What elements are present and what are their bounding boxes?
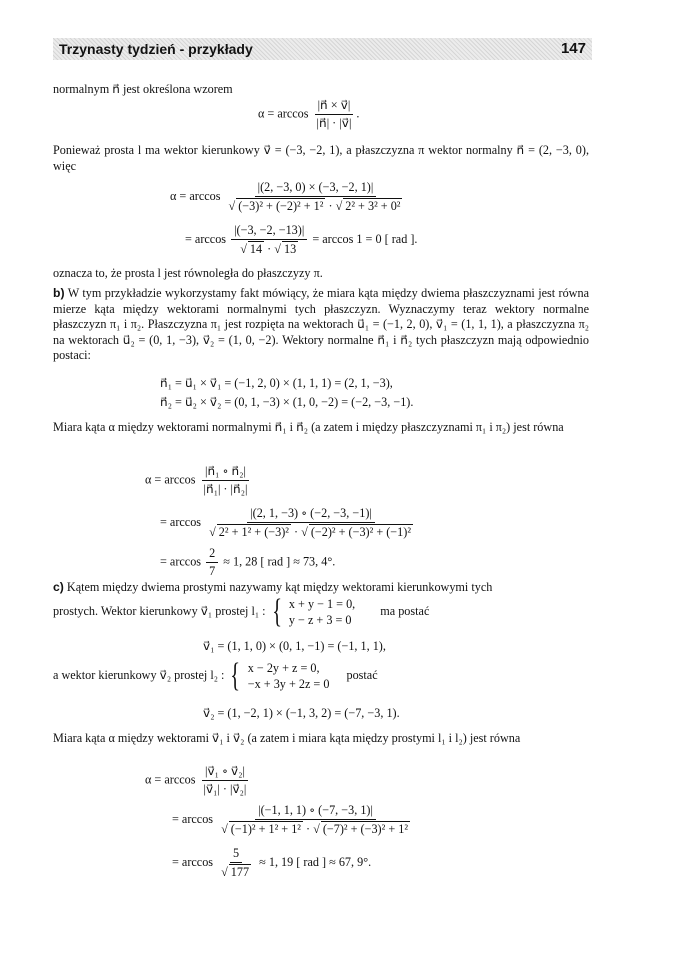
- eq-lhs: α = arccos: [170, 188, 221, 203]
- eq-lhs: α = arccos: [258, 106, 309, 121]
- fraction-numerator: 2: [206, 546, 218, 563]
- eq-lhs: = arccos: [160, 514, 202, 529]
- sqrt-radicand: 177: [230, 865, 250, 879]
- sqrt-radicand: (−3)² + (−2)² + 1²: [238, 199, 324, 213]
- fraction: [206, 506, 416, 540]
- sqrt-radicand: (−1)² + 1² + 1²: [230, 822, 301, 836]
- fraction-numerator: |(−3, −2, −13)|: [231, 223, 307, 240]
- equation-2: [170, 180, 407, 214]
- eq-lhs: α = arccos: [145, 472, 196, 487]
- equation-4: n⃗₁ = u⃗₁ × v⃗₁ = (−1, 2, 0) × (1, 1, 1) = (2, 1, −3),: [160, 376, 393, 390]
- equation-5: n⃗₂ = u⃗₂ × v⃗₂ = (0, 1, −3) × (1, 0, −2) = (−2, −3, −1).: [160, 395, 414, 409]
- equation-system: [227, 657, 330, 694]
- brace-glyph: {: [271, 593, 282, 630]
- fraction: [206, 546, 218, 579]
- sqrt-radicand: 2² + 3² + 0²: [345, 199, 401, 213]
- fraction-denominator: |n⃗| · |v⃗|: [316, 116, 352, 130]
- eq-lhs: = arccos: [160, 554, 202, 569]
- fraction-numerator: |(2, −3, 0) × (−3, −2, 1)|: [255, 180, 377, 197]
- fraction-denominator: 7: [209, 564, 216, 578]
- fraction: [226, 180, 406, 214]
- dot: ·: [267, 242, 272, 256]
- text-post: ma postać: [380, 603, 430, 618]
- eq-lhs: = arccos: [172, 811, 214, 826]
- page-header: [53, 38, 592, 60]
- line-system-1: [53, 593, 430, 630]
- sqrt-radicand: 13: [283, 242, 297, 256]
- sqrt-radicand: 2² + 1² + (−3)²: [218, 525, 289, 539]
- fraction-denominator: |n⃗₁| · |n⃗₂|: [203, 482, 248, 496]
- equation-11: [145, 764, 251, 797]
- equation-8: [160, 546, 335, 579]
- sqrt-radicand: (−2)² + (−3)² + (−1)²: [310, 525, 411, 539]
- text-pre: a wektor kierunkowy v⃗₂ prostej l₂ :: [53, 667, 225, 682]
- eq-lhs: α = arccos: [145, 772, 196, 787]
- fraction-numerator: |n⃗ × v⃗|: [315, 98, 354, 115]
- fraction-denominator: √ 177: [221, 865, 250, 879]
- paragraph: Miara kąta α między wektorami normalnymi n⃗₁ i n⃗₂ (a zatem i między płaszczyznami π₁ i π₂) jest równa: [53, 420, 564, 434]
- eq-rhs: ≈ 1, 19 [ rad ] ≈ 67, 9°.: [259, 854, 372, 869]
- system-line: y − z + 3 = 0: [288, 613, 352, 627]
- section-label: c): [53, 580, 64, 594]
- fraction-numerator: |(2, 1, −3) ∘ (−2, −3, −1)|: [247, 506, 375, 523]
- fraction-numerator: 5: [230, 846, 242, 863]
- paragraph: Ponieważ prosta l ma wektor kierunkowy v⃗ = (−3, −2, 1), a płaszczyzna π wektor normalny n⃗ = (2, −3, 0), więc: [53, 143, 589, 173]
- fraction-denominator: √ (−1)² + 1² + 1² · √ (−7)² + (−3)² + 1²: [221, 822, 408, 836]
- eq-lhs: = arccos: [172, 854, 214, 869]
- dot: ·: [328, 199, 333, 213]
- equation-3: [185, 223, 417, 257]
- equation-10: v⃗₂ = (1, −2, 1) × (−1, 3, 2) = (−7, −3, 1).: [203, 706, 400, 720]
- equation-12: [172, 803, 415, 837]
- fraction-denominator: √ 14 · √ 13: [240, 242, 297, 256]
- punct: .: [356, 106, 360, 121]
- equation-1: [258, 98, 359, 131]
- text-line: normalnym n⃗ jest określona wzorem: [53, 82, 233, 96]
- fraction: [218, 846, 254, 880]
- fraction-numerator: |v⃗₁ ∘ v⃗₂|: [202, 764, 248, 781]
- equation-13: [172, 846, 371, 880]
- sqrt-radicand: (−7)² + (−3)² + 1²: [322, 822, 408, 836]
- sqrt-radicand: 14: [249, 242, 263, 256]
- section-label: b): [53, 286, 65, 300]
- eq-rhs: ≈ 1, 28 [ rad ] ≈ 73, 4°.: [223, 554, 336, 569]
- text-pre: prostych. Wektor kierunkowy v⃗₁ prostej l₁ :: [53, 603, 266, 618]
- text-line: oznacza to, że prosta l jest równoległa do płaszczyzy π.: [53, 266, 323, 280]
- equation-system: [269, 593, 356, 630]
- fraction: [314, 98, 355, 131]
- paragraph-text: Kątem między dwiema prostymi nazywamy kąt między wektorami kierunkowymi tych: [63, 580, 493, 594]
- fraction: [231, 223, 307, 257]
- equation-9: v⃗₁ = (1, 1, 0) × (0, 1, −1) = (−1, 1, 1),: [203, 639, 386, 653]
- brace-glyph: {: [230, 657, 241, 694]
- page-number: 147: [560, 40, 586, 57]
- paragraph-text: W tym przykładzie wykorzystamy fakt mówiący, że miara kąta między dwiema płaszczyznami jest równa mierze kąta między wektorami normalnymi tych płaszczyzn. Wyznaczymy teraz wektory normalne płaszczyzn π₁ i π₂. Płaszczyzna π₁ jest rozpięta na wektorach u⃗₁ = (−1, 2, 0), v⃗₁ = (1, 1, 1), a płaszczyzna π₂ na wektorach u⃗₂ = (0, 1, −3), v⃗₂ = (1, 0, −2). Wektory normalne n⃗₁ i n⃗₂ tych płaszczyzn mają odpowiednio postaci:: [53, 286, 589, 362]
- header-title: Trzynasty tydzień - przykłady: [59, 41, 253, 57]
- equation-6: [145, 464, 252, 497]
- system-line: x − 2y + z = 0,: [247, 661, 320, 675]
- eq-rhs: = arccos 1 = 0 [ rad ].: [312, 231, 418, 246]
- paragraph: Miara kąta α między wektorami v⃗₁ i v⃗₂ (a zatem i miara kąta między prostymi l₁ i l₂) jest równa: [53, 731, 521, 745]
- fraction-denominator: |v⃗₁| · |v⃗₂|: [203, 782, 247, 796]
- dot: ·: [306, 822, 311, 836]
- text-post: postać: [346, 667, 378, 682]
- system-line: x + y − 1 = 0,: [288, 597, 356, 611]
- fraction-denominator: √ (−3)² + (−2)² + 1² · √ 2² + 3² + 0²: [228, 199, 401, 213]
- fraction-denominator: √ 2² + 1² + (−3)² · √ (−2)² + (−3)² + (−1)²: [209, 525, 411, 539]
- system-lines: [289, 596, 355, 628]
- eq-lhs: = arccos: [185, 231, 227, 246]
- fraction: [201, 464, 251, 497]
- system-lines: [248, 660, 330, 692]
- system-line: −x + 3y + 2z = 0: [247, 677, 330, 691]
- dot: ·: [294, 525, 299, 539]
- line-system-2: [53, 657, 378, 694]
- fraction: [218, 803, 413, 837]
- paragraph-b: [53, 286, 589, 364]
- fraction-numerator: |(−1, 1, 1) ∘ (−7, −3, 1)|: [255, 803, 376, 820]
- equation-7: [160, 506, 418, 540]
- fraction-numerator: |n⃗₁ ∘ n⃗₂|: [202, 464, 249, 481]
- fraction: [201, 764, 250, 797]
